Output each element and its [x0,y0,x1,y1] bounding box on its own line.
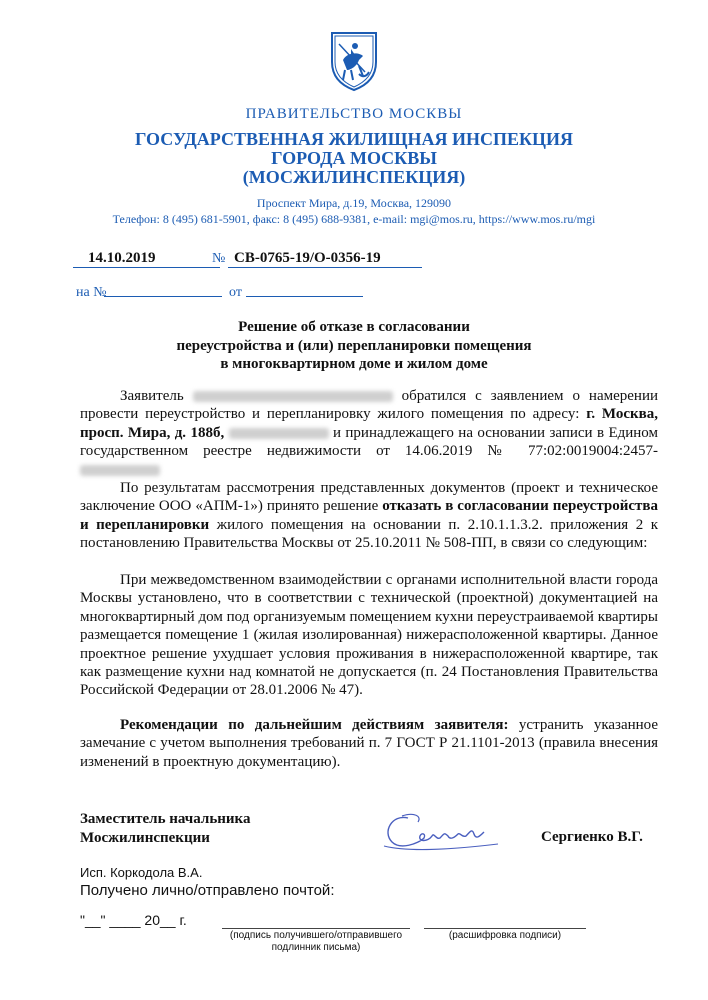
recommendations-text: устранить указанное замечание с учетом выполнения требований п. 7 ГОСТ Р 21.1101-2013 (правила внесения изменений в проектную документацию). [80,717,659,770]
signatory-title-line2: Мосжилинспекции [80,830,210,846]
heading-line3: в многоквартирном доме и жилом доме [220,356,488,372]
redacted-address [229,428,329,439]
from-label: от [229,285,242,300]
moscow-coat-of-arms-icon [329,30,379,92]
paragraph-applicant [80,387,658,479]
receiver-signature-line [222,928,410,929]
org-title-line3: (МОСЖИЛИНСПЕКЦИЯ) [242,167,466,187]
heading-line2: переустройства и (или) перепланировки помещения [176,337,532,354]
org-title-line1: ГОСУДАРСТВЕННАЯ ЖИЛИЩНАЯ ИНСПЕКЦИЯ [134,129,574,149]
on-number-field [104,296,222,297]
signatory-title-line1: Заместитель начальника [80,811,251,827]
applicant-text: обратился с заявлением о намерении провести переустройство и перепланировку жилого помещения по адресу: [80,388,658,423]
applicant-text-2: и принадлежащего на основании записи в Едином государственном реестре недвижимости от 14.06.2019 № 77:02:0019004:2457- [80,424,658,460]
document-date: 14.10.2019 [73,250,220,268]
government-label: ПРАВИТЕЛЬСТВО МОСКВЫ [245,106,463,122]
receiver-caption-line2: подлинник письма) [271,942,361,953]
executor: Исп. Коркодола В.А. [80,865,203,880]
from-date-field [246,296,363,297]
paragraph-reason: При межведомственном взаимодействии с органами исполнительной власти города Москвы установлено, что в соответствии с технической (проектной) документацией на многоквартирный дом под организуемым помещением кухни переустраиваемой квартиры размещается помещение 1 (жилая изолированная) нижерасположенной квартиры. Данное проектное решение ухудшает условия проживания в нижерасположенной квартире, так как размещение кухни над комнатой не допускается (п. 24 Постановления Правительства Российской Федерации от 28.01.2006 № 47). [80,572,658,699]
recommendations-label: Рекомендации по дальнейшим действиям заявителя: [120,717,509,733]
org-title-line2: ГОРОДА МОСКВЫ [271,148,437,168]
paragraph-decision [80,479,658,553]
paragraph-recommendations [80,716,658,771]
signatory-title [80,810,250,848]
on-number-label: на № [76,285,107,300]
decision-text-2: жилого помещения на основании п. 2.10.1.1.3.2. приложения 2 к постановлению Правительства Москвы от 25.10.2011 № 508-ПП, в связи со следующим: [80,516,659,552]
org-address: Проспект Мира, д.19, Москва, 129090 [256,196,452,210]
handwritten-signature [378,806,502,856]
heading-line1: Решение об отказе в согласовании [238,319,470,335]
decision-bold: отказать в согласовании переустройства и перепланировки [80,498,659,533]
number-label: № [212,251,226,266]
receiver-caption-line1: (подпись получившего/отправившего [229,930,403,941]
document-number: СВ-0765-19/О-0356-19 [228,250,422,268]
signature-decoding-line [424,928,586,929]
receiver-signature-caption [222,930,410,954]
signatory-name: Сергиенко В.Г. [541,829,643,845]
org-contacts: Телефон: 8 (495) 681-5901, факс: 8 (495) 688-9381, e-mail: mgi@mos.ru, https://www.mos.ru/mgi [112,212,596,226]
applicant-label: Заявитель [120,388,184,404]
applicant-address: г. Москва, просп. Мира, д. 188б, [80,406,659,441]
received-label: Получено лично/отправлено почтой: [80,882,335,899]
redacted-applicant-name [193,391,393,402]
decision-heading [0,318,708,374]
decision-text: По результатам рассмотрения представленных документов (проект и техническое заключение ООО «АПМ-1») принято решение [80,480,658,515]
received-date-field: "__" ____ 20__ г. [80,912,187,928]
decoding-caption: (расшифровка подписи) [448,930,562,941]
redacted-registry-number [80,465,160,476]
